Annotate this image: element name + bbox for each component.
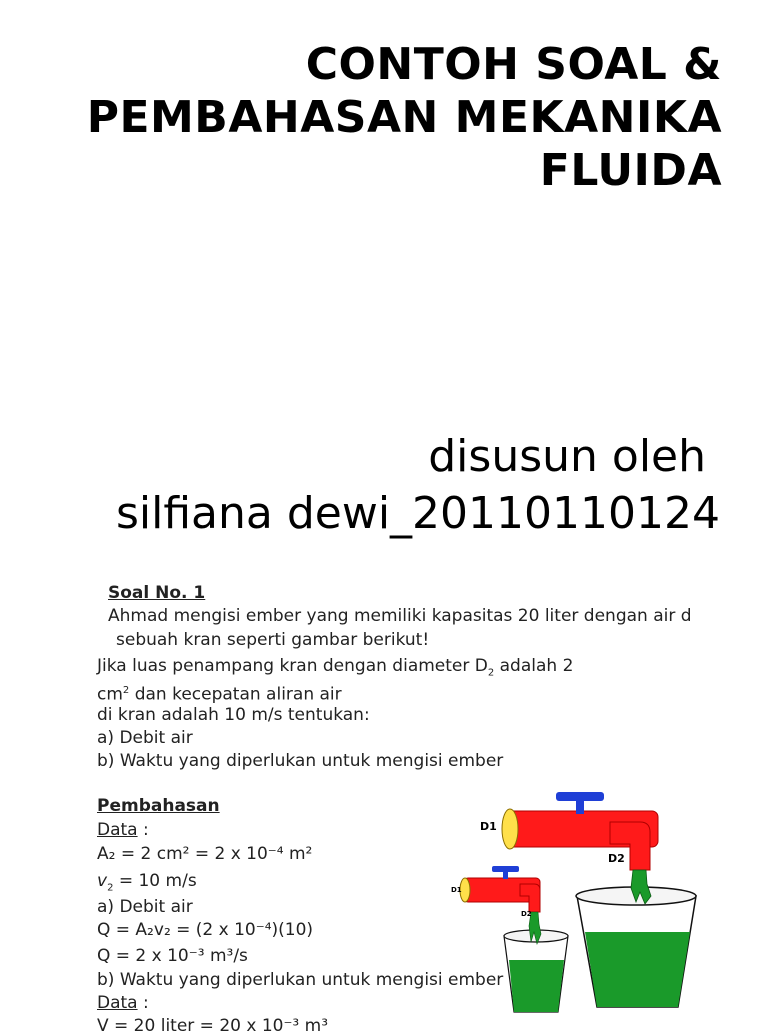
- big-valve-handle: [556, 792, 604, 801]
- question-line-1: [97, 656, 573, 683]
- big-bucket-water: [585, 932, 690, 1007]
- small-d1-label: D1: [451, 886, 462, 894]
- question-line-3: di kran adalah 10 m/s tentukan:: [97, 705, 370, 725]
- question-line-1-sub: 2: [487, 667, 495, 679]
- equation-flow: Q = A₂v₂ = (2 x 10⁻⁴)(10): [97, 920, 314, 940]
- equation-flow-result: Q = 2 x 10⁻³ m³/s: [97, 946, 248, 966]
- solution-heading: Pembahasan: [97, 796, 220, 816]
- velocity-var: v: [97, 871, 108, 891]
- question-line-1-tail: adalah 2: [494, 656, 574, 676]
- velocity-sub: 2: [107, 882, 114, 894]
- problem-intro-line-1: Ahmad mengisi ember yang memiliki kapasitas 20 liter dengan air d: [108, 606, 692, 626]
- equation-area: A₂ = 2 cm² = 2 x 10⁻⁴ m²: [97, 844, 313, 864]
- big-d2-label: D2: [608, 852, 625, 865]
- cover-title-line-1: CONTOH SOAL &: [305, 39, 722, 90]
- question-a: a) Debit air: [97, 728, 193, 748]
- question-line-2-tail: dan kecepatan aliran air: [129, 684, 342, 705]
- big-faucet-inlet: [502, 809, 518, 849]
- part-b: b) Waktu yang diperlukan untuk mengisi ember: [97, 970, 504, 990]
- big-d1-label: D1: [480, 820, 497, 833]
- data-label-2: Data: [97, 993, 138, 1013]
- cover-title-line-2: PEMBAHASAN MEKANIKA: [86, 92, 722, 143]
- question-line-2: [97, 681, 342, 705]
- equation-volume: V = 20 liter = 20 x 10⁻³ m³: [97, 1016, 329, 1036]
- faucet-bucket-illustration: [440, 784, 740, 1024]
- cover-author: [20, 428, 720, 542]
- cover-title-line-3: FLUIDA: [539, 145, 722, 196]
- data-colon-2: :: [137, 993, 149, 1013]
- equation-velocity: [97, 871, 197, 898]
- problem-heading: Soal No. 1: [108, 583, 206, 603]
- small-valve-handle: [492, 866, 519, 872]
- small-bucket-water: [509, 960, 564, 1012]
- question-line-2-sup: 2: [122, 685, 130, 696]
- data-line-2: [97, 993, 149, 1013]
- small-d2-label: D2: [521, 910, 532, 918]
- part-a: a) Debit air: [97, 897, 193, 917]
- problem-intro-line-2: sebuah kran seperti gambar berikut!: [116, 630, 430, 650]
- velocity-value: = 10 m/s: [113, 871, 197, 891]
- question-b: b) Waktu yang diperlukan untuk mengisi ember: [97, 751, 504, 771]
- author-line-2: silfiana dewi_20110110124: [115, 488, 720, 539]
- question-line-2-text: cm: [97, 684, 123, 705]
- data-label: Data: [97, 820, 138, 840]
- cover-title: [22, 38, 722, 197]
- question-line-1-text: Jika luas penampang kran dengan diameter D: [97, 656, 488, 676]
- data-line-1: [97, 820, 149, 840]
- problem-slide: [0, 574, 768, 1036]
- data-colon: :: [137, 820, 149, 840]
- author-line-1: disusun oleh: [428, 431, 720, 482]
